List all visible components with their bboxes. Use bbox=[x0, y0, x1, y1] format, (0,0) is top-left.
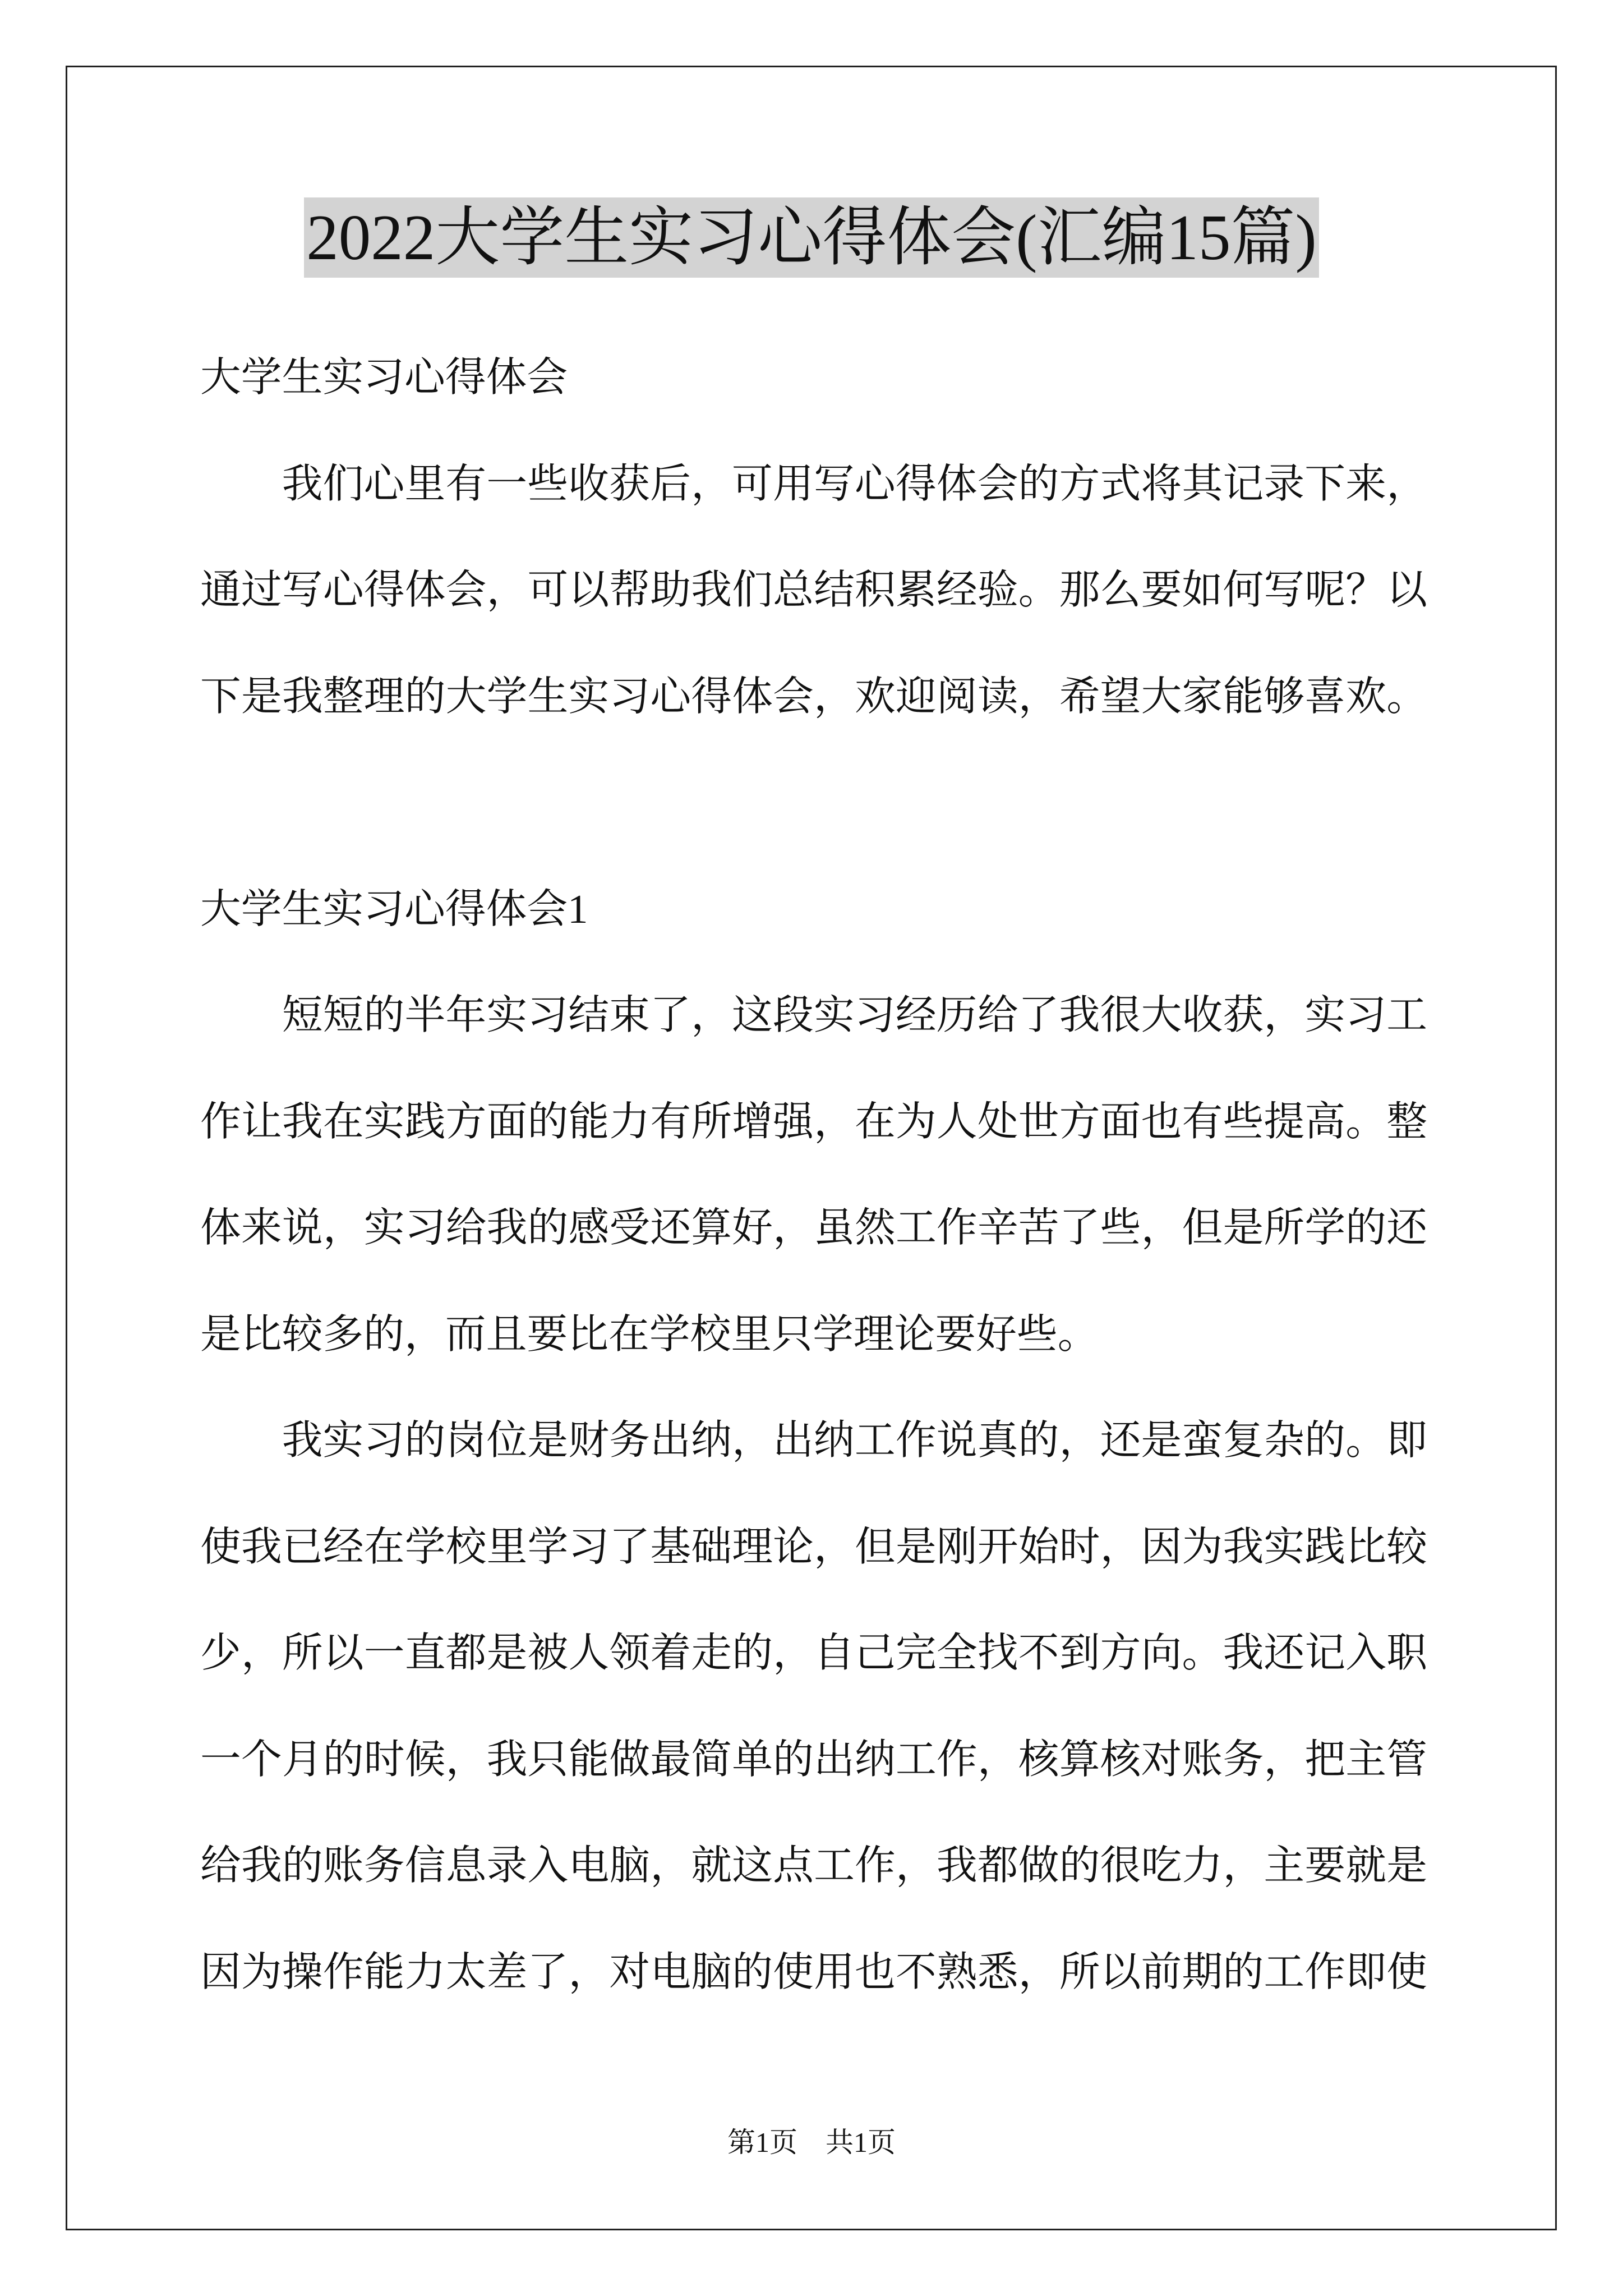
paragraph-line: 我实习的岗位是财务出纳，出纳工作说真的，还是蛮复杂的。即 bbox=[282, 1418, 1427, 1463]
section-heading: 大学生实习心得体会1 bbox=[200, 886, 588, 932]
paragraph-line: 因为操作能力太差了，对电脑的使用也不熟悉，所以前期的工作即使 bbox=[200, 1949, 1427, 1995]
paragraph-line: 使我已经在学校里学习了基础理论，但是刚开始时，因为我实践比较 bbox=[200, 1524, 1427, 1570]
paragraph-line: 一个月的时候，我只能做最简单的出纳工作，核算核对账务，把主管 bbox=[200, 1736, 1427, 1782]
page-footer: 第1页 共1页 bbox=[727, 2127, 896, 2158]
paragraph-line: 给我的账务信息录入电脑，就这点工作，我都做的很吃力，主要就是 bbox=[200, 1843, 1427, 1888]
document-body bbox=[200, 324, 1434, 2025]
paragraph bbox=[200, 431, 1434, 750]
paragraph bbox=[200, 1387, 1434, 2025]
paragraph-line: 我们心里有一些收获后，可用写心得体会的方式将其记录下来， bbox=[282, 461, 1427, 507]
section-heading: 大学生实习心得体会 bbox=[200, 355, 568, 400]
title-row bbox=[0, 197, 1623, 278]
paragraph-line: 是比较多的，而且要比在学校里只学理论要好些。 bbox=[200, 1311, 1099, 1357]
paragraph bbox=[200, 962, 1434, 1387]
paragraph-line: 通过写心得体会，可以帮助我们总结积累经验。那么要如何写呢？以 bbox=[200, 567, 1427, 613]
paragraph-line: 少，所以一直都是被人领着走的，自己完全找不到方向。我还记入职 bbox=[200, 1630, 1427, 1676]
blank-line bbox=[200, 749, 1434, 856]
document-title: 2022大学生实习心得体会(汇编15篇) bbox=[304, 197, 1319, 278]
paragraph-line: 下是我整理的大学生实习心得体会，欢迎阅读，希望大家能够喜欢。 bbox=[200, 673, 1427, 719]
paragraph-line: 短短的半年实习结束了，这段实习经历给了我很大收获，实习工 bbox=[282, 992, 1427, 1038]
paragraph-line: 作让我在实践方面的能力有所增强，在为人处世方面也有些提高。整 bbox=[200, 1098, 1427, 1144]
paragraph-line: 体来说，实习给我的感受还算好，虽然工作辛苦了些，但是所学的还 bbox=[200, 1205, 1427, 1250]
